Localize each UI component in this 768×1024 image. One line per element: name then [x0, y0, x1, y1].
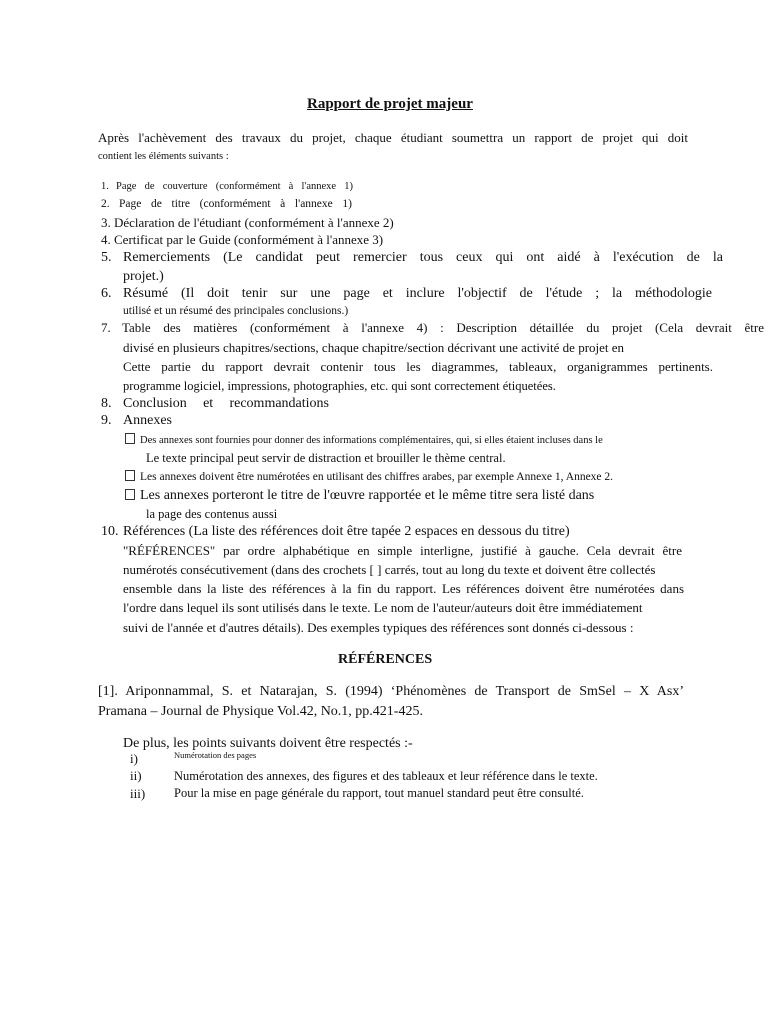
bullet-2 — [125, 470, 613, 484]
bullet-1 — [125, 433, 603, 447]
intro-line-2: contient les éléments suivants : — [98, 151, 229, 162]
item-5-line-1: Remerciements (Le candidat peut remercier tous ceux qui ont aidé à l'exécution de la — [123, 250, 723, 265]
item-3-number: 3. — [101, 215, 111, 230]
checkbox-icon — [125, 433, 135, 444]
points-intro: De plus, les points suivants doivent être respectés :- — [123, 736, 413, 751]
bullet-3-line-1: Les annexes porteront le titre de l'œuvre rapportée et le même titre sera listé dans — [140, 488, 595, 503]
point-2-text: Numérotation des annexes, des figures et des tableaux et leur référence dans le texte. — [174, 769, 598, 783]
item-10-para-line-2: numérotés consécutivement (dans des crochets [ ] carrés, tout au long du texte et doivent être collectés — [123, 562, 656, 577]
item-4-number: 4. — [101, 232, 111, 247]
item-10-para-line-1: "RÉFÉRENCES" par ordre alphabétique en simple interligne, justifié à gauche. Cela devrait être — [123, 543, 682, 558]
references-heading: RÉFÉRENCES — [338, 652, 433, 667]
point-1-number: i) — [130, 751, 138, 766]
bullet-3-line-2: la page des contenus aussi — [146, 507, 278, 521]
item-2-number: 2. — [101, 198, 110, 210]
item-8-text: Conclusion et recommandations — [123, 396, 329, 411]
reference-1-line-2: Pramana – Journal de Physique Vol.42, No.1, pp.421-425. — [98, 704, 423, 719]
point-3-number: iii) — [130, 786, 146, 801]
item-1-number: 1. — [101, 181, 109, 192]
item-6-number: 6. — [101, 286, 112, 301]
item-6-line-2: utilisé et un résumé des principales conclusions.) — [123, 305, 349, 317]
item-10-para-line-3: ensemble dans la liste des références à la fin du rapport. Les références doivent être numérotées dans — [123, 581, 684, 596]
item-7-line-2: divisé en plusieurs chapitres/sections, chaque chapitre/section décrivant une activité de projet en — [123, 340, 625, 355]
item-6-line-1: Résumé (Il doit tenir sur une page et inclure l'objectif de l'étude ; la méthodologie — [123, 286, 712, 301]
item-9-text: Annexes — [123, 413, 172, 428]
point-1-text: Numérotation des pages — [174, 750, 257, 760]
item-10-text: Références (La liste des références doit être tapée 2 espaces en dessous du titre) — [123, 524, 570, 539]
item-10-number: 10. — [101, 524, 119, 539]
item-4-text: Certificat par le Guide (conformément à l'annexe 3) — [114, 232, 384, 247]
bullet-3 — [125, 488, 594, 504]
item-5-number: 5. — [101, 250, 112, 265]
point-2-number: ii) — [130, 768, 142, 783]
item-1-text: Page de couverture (conformément à l'annexe 1) — [116, 181, 353, 192]
item-9-number: 9. — [101, 413, 112, 428]
point-3-text: Pour la mise en page générale du rapport, tout manuel standard peut être consulté. — [174, 786, 584, 800]
item-10-para-line-5: suivi de l'année et d'autres détails). Des exemples typiques des références sont donnés ci-dessous : — [123, 620, 634, 635]
bullet-2-text: Les annexes doivent être numérotées en utilisant des chiffres arabes, par exemple Annexe 1, Annexe 2. — [140, 471, 614, 483]
bullet-1-line-1: Des annexes sont fournies pour donner des informations complémentaires, qui, si elles étaient incluses dans le — [140, 435, 603, 446]
item-8-number: 8. — [101, 396, 112, 411]
page-title: Rapport de projet majeur — [307, 96, 473, 112]
item-10-para-line-4: l'ordre dans lequel ils sont utilisés dans le texte. Le nom de l'auteur/auteurs doit être immédiatement — [123, 600, 643, 615]
intro-line-1: Après l'achèvement des travaux du projet, chaque étudiant soumettra un rapport de projet qui doit — [98, 130, 688, 145]
bullet-1-line-2: Le texte principal peut servir de distraction et brouiller le thème central. — [146, 451, 506, 465]
item-7-line-4: programme logiciel, impressions, photographies, etc. qui sont correctement étiquetées. — [123, 379, 556, 393]
item-7-line-3: Cette partie du rapport devrait contenir tous les diagrammes, tableaux, organigrammes pertinents. — [123, 359, 713, 374]
reference-1-line-1: [1]. Ariponnammal, S. et Natarajan, S. (1994) ‘Phénomènes de Transport de SmSel – X Asx’ — [98, 684, 684, 699]
item-2-text: Page de titre (conformément à l'annexe 1) — [119, 198, 352, 210]
checkbox-icon — [125, 489, 135, 500]
checkbox-icon — [125, 470, 135, 481]
item-3-text: Déclaration de l'étudiant (conformément à l'annexe 2) — [114, 215, 394, 230]
item-5-line-2: projet.) — [123, 269, 164, 284]
item-7-number: 7. — [101, 320, 111, 335]
item-7-line-1: Table des matières (conformément à l'annexe 4) : Description détaillée du projet (Cela devrait être — [122, 320, 764, 335]
